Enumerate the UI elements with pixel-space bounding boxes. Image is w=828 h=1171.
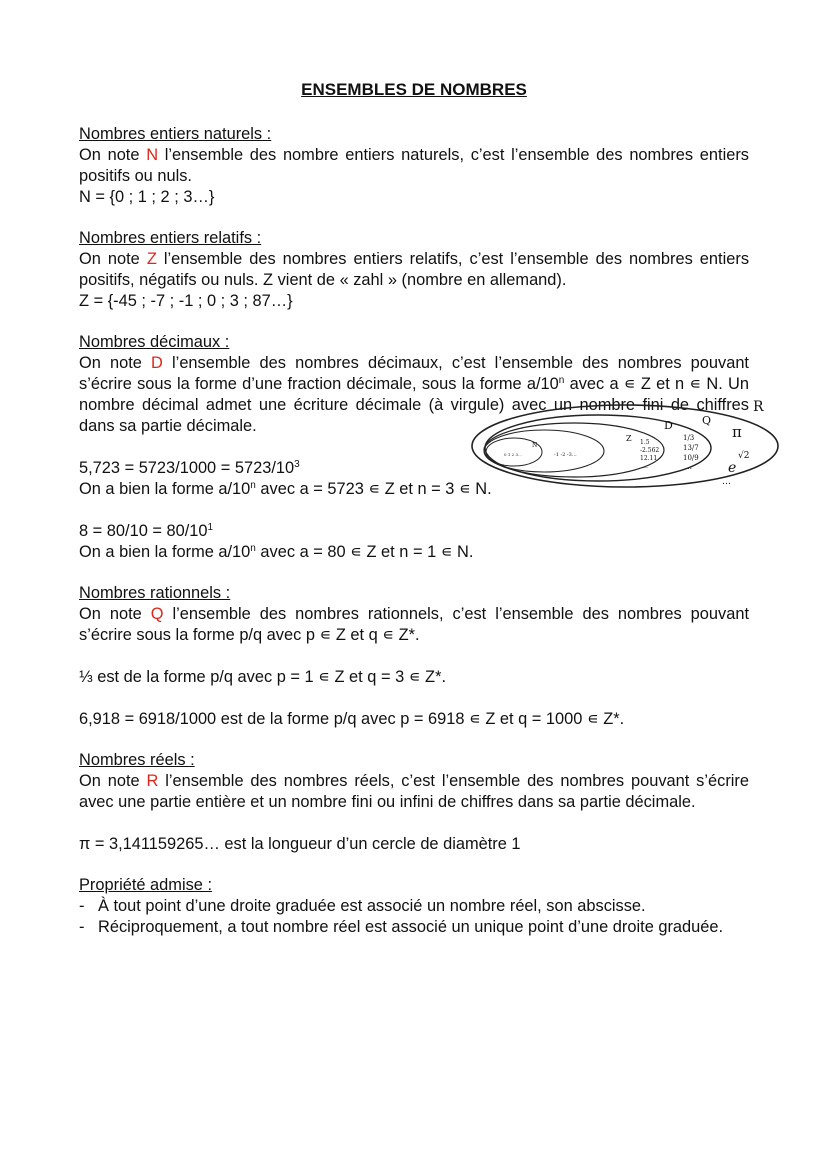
- set-example: N = {0 ; 1 ; 2 ; 3…}: [79, 188, 215, 206]
- example-line: ⅓ est de la forme p/q avec p = 1 ∊ Z et q = 3 ∊ Z*.: [79, 668, 447, 686]
- d-element: …: [642, 463, 648, 470]
- section-heading: Propriété admise :: [79, 876, 213, 894]
- example-line: $5,723 = 5723/1000 = 5723/10^3$: [79, 459, 300, 477]
- document-page: [79, 79, 749, 958]
- label-d: D: [664, 419, 673, 432]
- set-letter: D: [151, 354, 163, 372]
- section-reels: [79, 750, 749, 855]
- definition-text: On note Q l’ensemble des nombres rationnels, c’est l’ensemble des nombres pouvant s’écrire sous la forme p/q avec p ∊ Z et q ∊ Z*.: [79, 605, 749, 644]
- ellipsis-symbol: …: [722, 477, 731, 487]
- set-example: Z = {-45 ; -7 ; -1 ; 0 ; 3 ; 87…}: [79, 292, 293, 310]
- label-q: Q: [702, 414, 712, 427]
- d-element: 1.5: [640, 439, 650, 446]
- example-line: $8 = 80/10 = 80/10^1$: [79, 522, 214, 540]
- property-list: [79, 896, 749, 938]
- set-z-ellipse: [484, 430, 604, 472]
- set-letter: N: [146, 146, 159, 164]
- list-item: - Réciproquement, a tout nombre réel est associé un unique point d’une droite graduée.: [79, 918, 724, 936]
- section-heading: Nombres décimaux :: [79, 333, 230, 351]
- q-element: …: [685, 463, 692, 471]
- section-propriete: [79, 875, 749, 938]
- list-item: - À tout point d’une droite graduée est associé un nombre réel, son abscisse.: [79, 897, 646, 915]
- definition-text: On note R l’ensemble des nombres réels, c’est l’ensemble des nombres pouvant s’écrire avec une partie entière et un nombre fini ou infini de chiffres dans sa partie décimale.: [79, 772, 749, 811]
- section-naturels: [79, 124, 749, 208]
- label-z: Z: [626, 434, 632, 443]
- set-letter: Z: [146, 250, 157, 268]
- definition-text: On note D l’ensemble des nombres décimaux, c’est l’ensemble des nombres pouvant s’écrire sous la forme d’une fraction décimale, sous la forme a/10$^n$ avec a ∊ Z et n ∊ N. Un nombre décimal admet une écriture décimale (à virgule) avec un nombre fini de chiffres dans sa partie décimale.: [79, 354, 749, 435]
- section-heading: Nombres rationnels :: [79, 584, 231, 602]
- n-elements: 0 1 2 3…: [504, 452, 522, 457]
- set-letter: R: [146, 772, 159, 790]
- q-element: 13/7: [683, 444, 699, 452]
- section-relatifs: [79, 228, 749, 312]
- label-n: N: [532, 442, 538, 449]
- sqrt2-symbol: √2: [738, 451, 750, 461]
- section-heading: Nombres entiers relatifs :: [79, 229, 262, 247]
- example-line: 6,918 = 6918/1000 est de la forme p/q avec p = 6918 ∊ Z et q = 1000 ∊ Z*.: [79, 710, 625, 728]
- q-element: 1/3: [683, 434, 695, 442]
- d-element: 12.11: [640, 455, 658, 462]
- number-sets-diagram: [470, 389, 790, 499]
- section-heading: Nombres réels :: [79, 751, 195, 769]
- section-heading: Nombres entiers naturels :: [79, 125, 272, 143]
- e-symbol: e: [728, 460, 737, 476]
- d-element: -2.562: [640, 447, 660, 454]
- definition-text: On note Z l’ensemble des nombres entiers relatifs, c’est l’ensemble des nombres entiers positifs, négatifs ou nuls. Z vient de « zahl » (nombre en allemand).: [79, 250, 750, 289]
- definition-text: On note N l’ensemble des nombre entiers naturels, c’est l’ensemble des nombres entiers positifs ou nuls.: [79, 146, 749, 185]
- q-element: 10/9: [683, 454, 699, 462]
- set-letter: Q: [150, 605, 164, 623]
- z-elements: -1 -2 -3…: [554, 452, 577, 458]
- example-line: π = 3,141159265… est la longueur d’un cercle de diamètre 1: [79, 835, 521, 853]
- page-title: ENSEMBLES DE NOMBRES: [301, 80, 527, 99]
- section-rationnels: [79, 583, 749, 730]
- label-r: R: [753, 399, 764, 415]
- example-line: On a bien la forme a/10$^n$ avec a = 80 ∊ Z et n = 1 ∊ N.: [79, 543, 474, 561]
- pi-symbol: π: [732, 423, 742, 441]
- example-line: On a bien la forme a/10$^n$ avec a = 5723 ∊ Z et n = 3 ∊ N.: [79, 480, 492, 498]
